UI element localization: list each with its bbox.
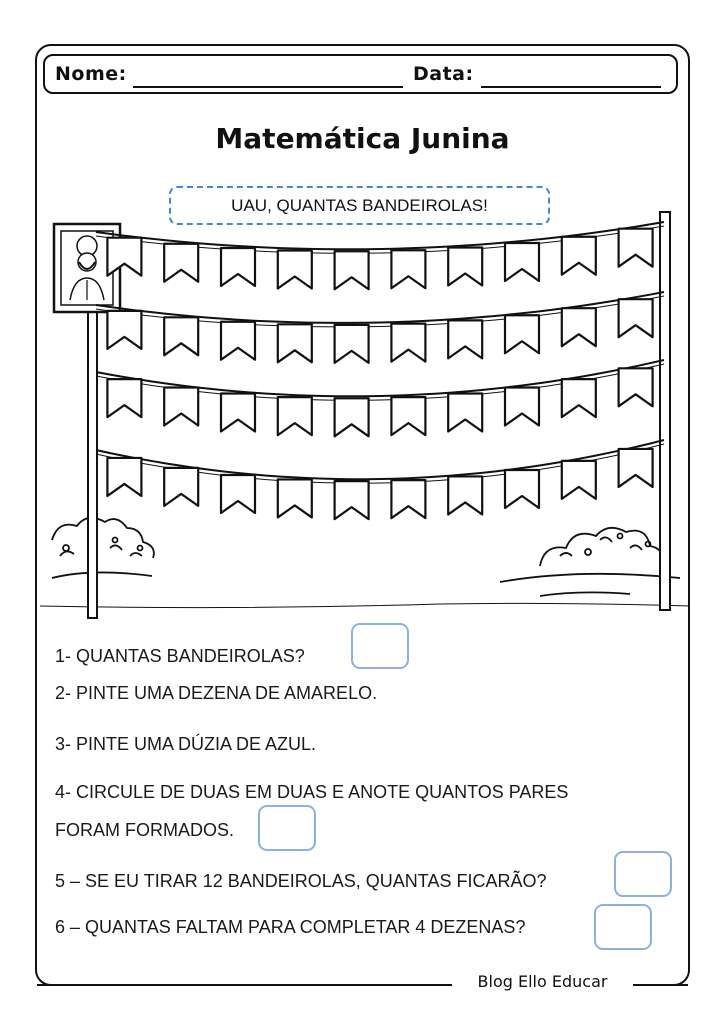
bandeirola-flag[interactable] xyxy=(278,251,312,289)
bandeirola-flag[interactable] xyxy=(562,308,596,346)
answer-box-6[interactable] xyxy=(594,904,652,950)
bandeirola-flag[interactable] xyxy=(164,317,198,355)
bandeirola-flag[interactable] xyxy=(164,468,198,506)
bandeirola-flag[interactable] xyxy=(391,397,425,435)
bandeirola-flag[interactable] xyxy=(164,244,198,282)
question-1: 1- QUANTAS BANDEIROLAS? xyxy=(55,646,305,666)
bandeirola-flag[interactable] xyxy=(335,481,369,519)
question-3: 3- PINTE UMA DÚZIA DE AZUL. xyxy=(55,734,317,754)
bandeirola-flag[interactable] xyxy=(562,237,596,275)
subtitle-text: UAU, QUANTAS BANDEIROLAS! xyxy=(231,195,488,215)
bandeirola-flag[interactable] xyxy=(619,229,653,267)
bandeirola-flag[interactable] xyxy=(107,238,141,276)
bandeirola-flag[interactable] xyxy=(391,480,425,518)
bandeirola-flag[interactable] xyxy=(221,394,255,432)
question-4: 4- CIRCULE DE DUAS EM DUAS E ANOTE QUANTOS PARES xyxy=(55,782,569,802)
bandeirola-flag[interactable] xyxy=(505,470,539,508)
bandeirola-flag[interactable] xyxy=(278,397,312,435)
bandeirola-flag[interactable] xyxy=(562,461,596,499)
bandeirola-flag[interactable] xyxy=(107,311,141,349)
bandeirola-flag[interactable] xyxy=(448,394,482,432)
bandeirola-flag[interactable] xyxy=(505,315,539,353)
page-title: Matemática Junina xyxy=(215,122,510,155)
bandeirola-flag[interactable] xyxy=(278,479,312,517)
bandeirola-flag[interactable] xyxy=(448,248,482,286)
bandeirola-flag[interactable] xyxy=(335,251,369,289)
question-5: 5 – SE EU TIRAR 12 BANDEIROLAS, QUANTAS FICARÃO? xyxy=(55,871,547,891)
bandeirola-flag[interactable] xyxy=(505,388,539,426)
answer-box-5[interactable] xyxy=(614,851,672,897)
question-6: 6 – QUANTAS FALTAM PARA COMPLETAR 4 DEZENAS? xyxy=(55,917,526,937)
footer-rule-left xyxy=(37,984,452,986)
bandeirola-flag[interactable] xyxy=(505,243,539,281)
bandeirola-flag[interactable] xyxy=(107,458,141,496)
bandeirola-flag[interactable] xyxy=(221,475,255,513)
footer-rule-right xyxy=(633,984,688,986)
bandeirola-flag[interactable] xyxy=(448,320,482,358)
bush-right-icon xyxy=(500,528,680,596)
question-4-continued: FORAM FORMADOS. xyxy=(55,820,234,840)
right-pole-icon xyxy=(660,212,670,610)
footer-credit: Blog Ello Educar xyxy=(452,972,633,991)
bandeirola-flag[interactable] xyxy=(619,368,653,406)
bush-left-icon xyxy=(52,518,154,578)
left-pole-icon xyxy=(54,224,120,618)
flag-rows xyxy=(96,222,664,519)
bandeirola-flag[interactable] xyxy=(278,324,312,362)
bandeirola-flag[interactable] xyxy=(391,324,425,362)
bandeirola-flag[interactable] xyxy=(221,248,255,286)
bandeirola-flag[interactable] xyxy=(107,379,141,417)
bandeirola-flag[interactable] xyxy=(562,379,596,417)
bandeirola-flag[interactable] xyxy=(221,322,255,360)
bandeirola-flag[interactable] xyxy=(619,299,653,337)
answer-box-1[interactable] xyxy=(351,623,409,669)
answer-box-4[interactable] xyxy=(258,805,316,851)
ground-line xyxy=(40,603,690,607)
bandeirola-flag[interactable] xyxy=(164,388,198,426)
name-label: Nome: xyxy=(55,63,127,85)
bandeirola-flag[interactable] xyxy=(619,449,653,487)
date-label: Data: xyxy=(413,63,474,85)
bandeirola-flag[interactable] xyxy=(335,398,369,436)
question-2: 2- PINTE UMA DEZENA DE AMARELO. xyxy=(55,683,378,703)
bandeirola-flag[interactable] xyxy=(448,476,482,514)
bandeirola-flag[interactable] xyxy=(391,250,425,288)
bandeirola-flag[interactable] xyxy=(335,325,369,363)
